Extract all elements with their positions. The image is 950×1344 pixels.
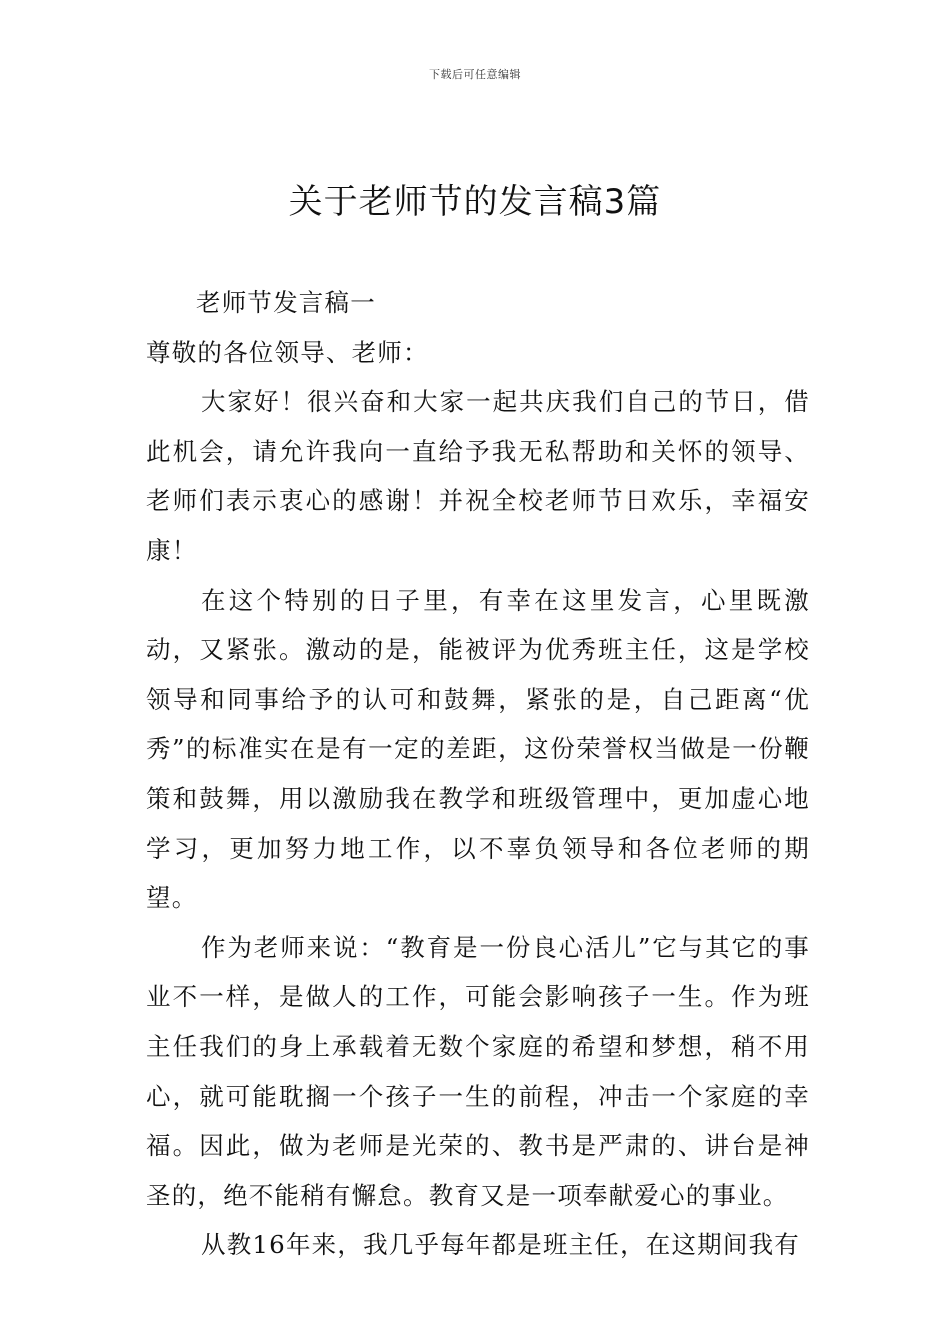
paragraph-4: 从教16年来，我几乎每年都是班主任，在这期间我有 (201, 1230, 800, 1260)
document-body (146, 278, 810, 1270)
paragraph-3: 作为老师来说：“教育是一份良心活儿”它与其它的事业不一样，是做人的工作，可能会影响孩子一生。作为班主任我们的身上承载着无数个家庭的希望和梦想，稍不用心，就可能耽搁一个孩子一生的前程，冲击一个家庭的幸福。因此，做为老师是光荣的、教书是严肃的、讲台是神圣的，绝不能稍有懈怠。教育又是一项奉献爱心的事业。 (146, 932, 810, 1210)
paragraph-1: 大家好！很兴奋和大家一起共庆我们自己的节日，借此机会，请允许我向一直给予我无私帮助和关怀的领导、老师们表示衷心的感谢！并祝全校老师节日欢乐，幸福安康！ (146, 387, 810, 565)
salutation: 尊敬的各位领导、老师： (146, 337, 429, 367)
header-note: 下载后可任意编辑 (429, 68, 521, 81)
paragraph-2: 在这个特别的日子里，有幸在这里发言，心里既激动，又紧张。激动的是，能被评为优秀班主任，这是学校领导和同事给予的认可和鼓舞，紧张的是，自己距离“优秀”的标准实在是有一定的差距，这份荣誉权当做是一份鞭策和鼓舞，用以激励我在教学和班级管理中，更加虚心地学习，更加努力地工作，以不辜负领导和各位老师的期望。 (146, 585, 810, 913)
document-title: 关于老师节的发言稿3篇 (288, 182, 662, 222)
section-heading: 老师节发言稿一 (196, 288, 376, 317)
